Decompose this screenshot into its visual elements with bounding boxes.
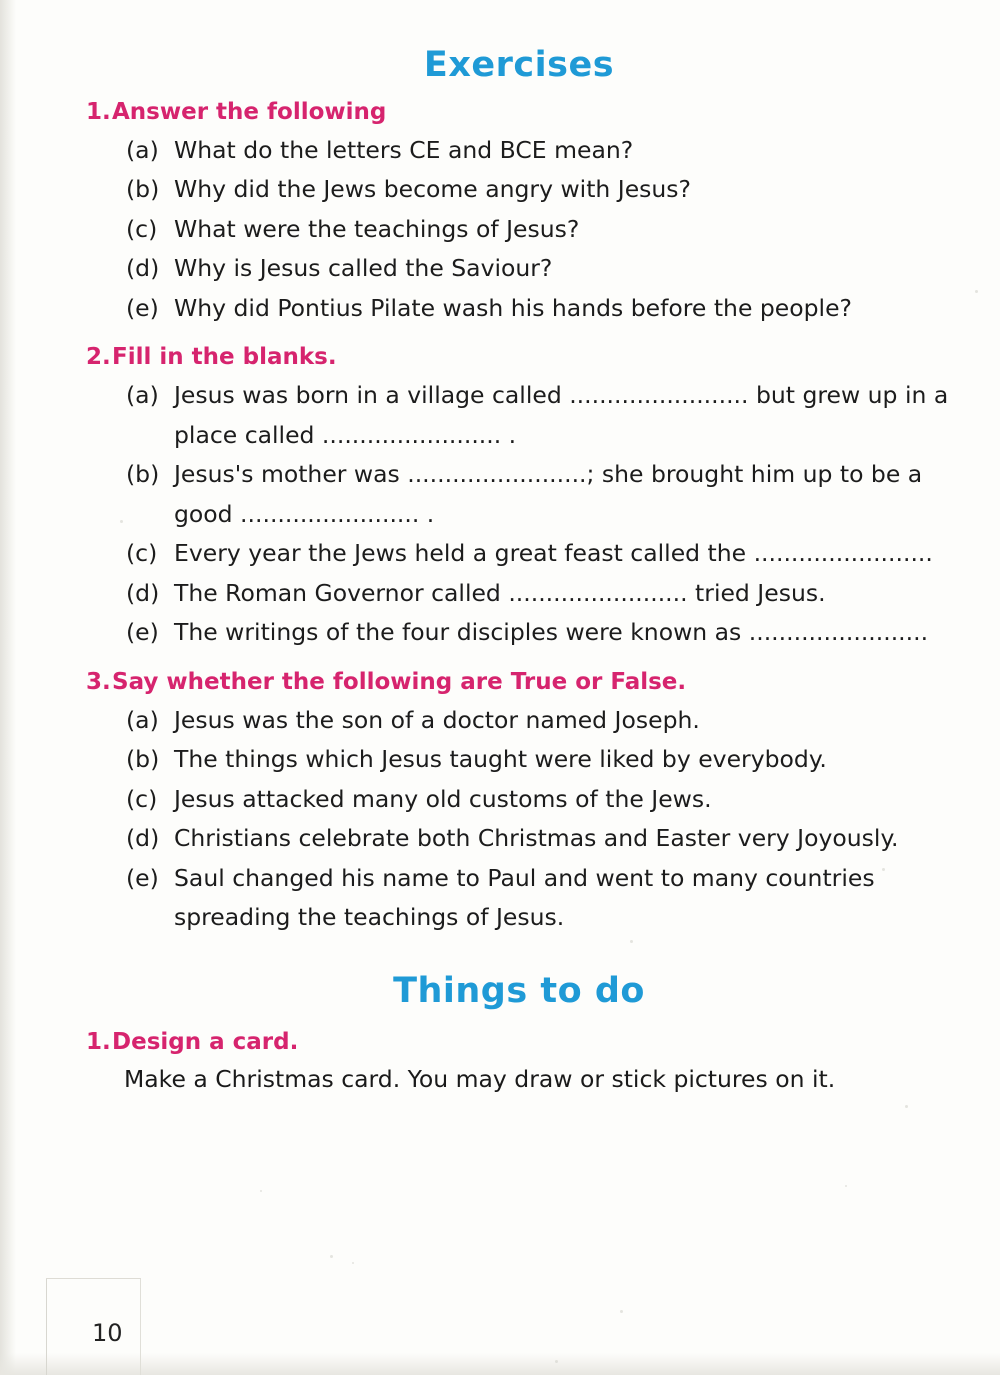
item-label: (d) — [126, 578, 160, 607]
paper-speck — [555, 1360, 558, 1363]
question-number-2: 2. — [86, 344, 111, 371]
question-number-3: 3. — [86, 668, 111, 695]
item-label: (a) — [126, 136, 159, 164]
question-heading-text-1: Answer the following — [112, 99, 387, 125]
item-label: (a) — [126, 705, 159, 734]
things-to-do-paragraph-1: Make a Christmas card. You may draw or stick pictures on it. — [124, 1065, 836, 1094]
list-item — [126, 819, 960, 858]
paper-speck — [260, 1190, 262, 1192]
item-label: (c) — [126, 539, 158, 568]
item-label: (e) — [126, 293, 159, 322]
things-to-do-heading-1 — [78, 1029, 960, 1055]
paper-speck — [630, 940, 633, 943]
paper-speck — [330, 1255, 333, 1258]
item-label: (c) — [126, 784, 158, 813]
item-label: (e) — [126, 618, 159, 647]
list-item — [126, 574, 960, 613]
item-text: Christians celebrate both Christmas and Easter very Joyously. — [174, 824, 899, 853]
list-item — [126, 780, 960, 819]
item-label: (b) — [126, 745, 160, 774]
list-item — [126, 131, 960, 170]
list-item — [126, 170, 960, 209]
item-text: What were the teachings of Jesus? — [174, 214, 580, 243]
page-corner-line — [46, 1278, 141, 1279]
item-label: (c) — [126, 214, 158, 243]
item-label: (a) — [126, 381, 159, 410]
question-block-2 — [78, 344, 960, 652]
page-number: 10 — [92, 1319, 123, 1347]
question-heading-1 — [78, 99, 960, 125]
item-label: (e) — [126, 863, 159, 892]
paper-speck — [975, 290, 978, 293]
list-item — [126, 740, 960, 779]
list-item — [126, 613, 960, 652]
paper-speck — [352, 1262, 354, 1264]
item-text: Every year the Jews held a great feast called the ........................ — [174, 539, 933, 568]
list-item — [126, 859, 960, 938]
question-heading-2 — [78, 344, 960, 370]
item-text: Jesus was born in a village called ........................ but grew up in a place called ........................ . — [174, 381, 949, 449]
item-text: Jesus's mother was ........................; she brought him up to be a good ........................ . — [174, 460, 923, 528]
page-fold-line-left — [46, 1279, 47, 1375]
item-text: The Roman Governor called ........................ tried Jesus. — [174, 578, 826, 607]
question-3-items — [78, 701, 960, 938]
question-heading-3 — [78, 669, 960, 695]
paper-speck — [845, 1185, 847, 1187]
things-to-do-heading-text-1: Design a card. — [112, 1029, 299, 1056]
item-text: The things which Jesus taught were liked by everybody. — [174, 745, 827, 774]
question-heading-text-3: Say whether the following are True or False. — [112, 668, 687, 695]
page-bottom-edge-shading — [0, 1353, 1000, 1375]
paper-speck — [120, 520, 123, 523]
list-item — [126, 249, 960, 288]
item-text: Jesus was the son of a doctor named Joseph. — [174, 705, 700, 734]
list-item — [126, 376, 960, 455]
things-to-do-number-1: 1. — [86, 1029, 111, 1056]
page-title-exercises: Exercises — [423, 45, 615, 85]
question-number-1: 1. — [86, 99, 111, 125]
list-item — [126, 455, 960, 534]
things-to-do-block-1 — [78, 1029, 960, 1099]
list-item — [126, 701, 960, 740]
item-label: (b) — [126, 175, 160, 204]
item-text: Jesus attacked many old customs of the Jews. — [174, 784, 712, 813]
item-text: The writings of the four disciples were known as ........................ — [174, 618, 929, 647]
page-title-things-to-do: Things to do — [393, 971, 645, 1012]
question-block-3 — [78, 669, 960, 938]
item-label: (d) — [126, 254, 160, 283]
item-label: (d) — [126, 824, 160, 853]
question-2-items — [78, 376, 960, 652]
page-left-edge-shading — [0, 0, 16, 1375]
list-item — [126, 289, 960, 328]
list-item — [126, 534, 960, 573]
paper-speck — [882, 868, 885, 871]
item-text: Why is Jesus called the Saviour? — [174, 254, 553, 283]
paper-speck — [905, 1105, 908, 1108]
paper-speck — [620, 1310, 623, 1313]
question-1-items — [78, 131, 960, 328]
page-fold-line-right — [140, 1279, 141, 1375]
item-text: What do the letters CE and BCE mean? — [174, 136, 634, 164]
question-block-1 — [78, 99, 960, 328]
item-text: Saul changed his name to Paul and went to many countries spreading the teachings of Jesus. — [174, 863, 875, 931]
item-label: (b) — [126, 460, 160, 489]
item-text: Why did Pontius Pilate wash his hands before the people? — [174, 293, 853, 322]
question-heading-text-2: Fill in the blanks. — [112, 344, 337, 371]
item-text: Why did the Jews become angry with Jesus? — [174, 175, 692, 204]
list-item — [126, 210, 960, 249]
